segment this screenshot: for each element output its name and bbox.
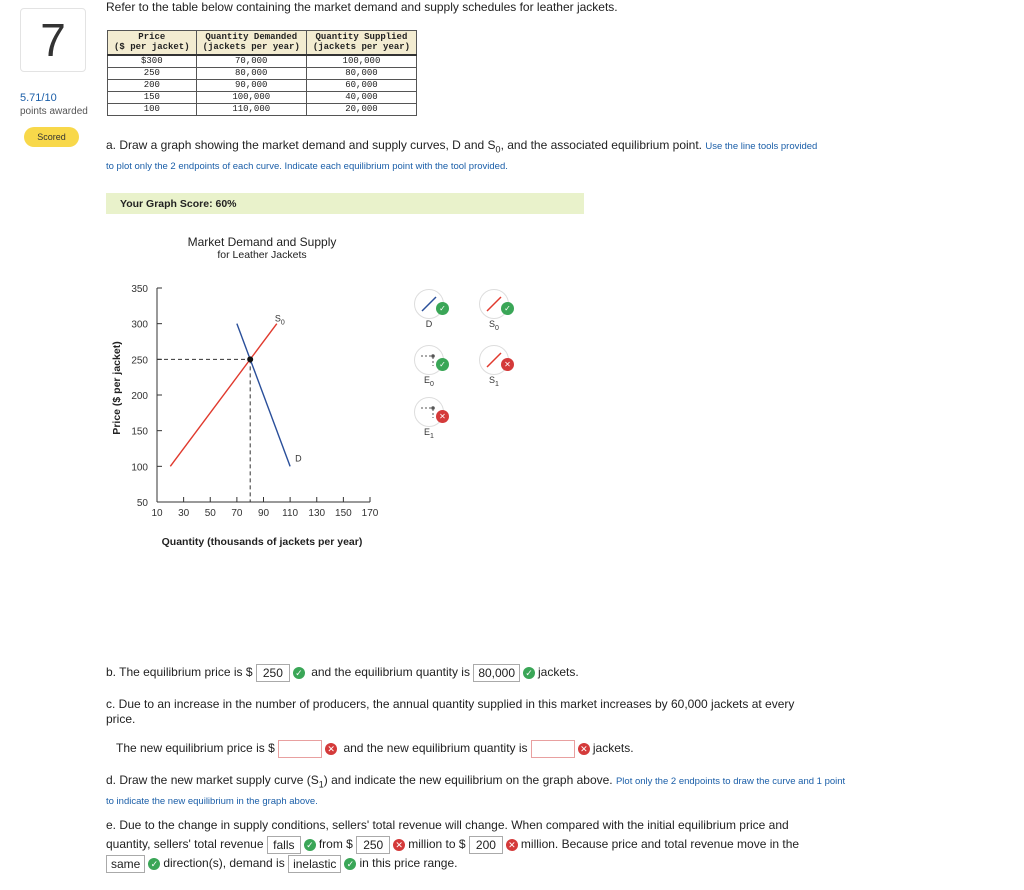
curve-label-s0-sub: 0: [280, 319, 285, 327]
check-icon: ✓: [436, 358, 449, 371]
direction-field[interactable]: same: [106, 855, 145, 873]
check-icon: ✓: [304, 839, 316, 851]
supply-demand-chart[interactable]: [100, 228, 400, 558]
x-icon: ✕: [506, 839, 518, 851]
check-icon: ✓: [523, 667, 535, 679]
x-icon: ✕: [436, 410, 449, 423]
table-row: 150 100,000 40,000: [108, 92, 417, 104]
elasticity-field[interactable]: inelastic: [288, 855, 341, 873]
revenue-direction-field[interactable]: falls: [267, 836, 301, 854]
revenue-to-field[interactable]: 200: [469, 836, 503, 854]
check-icon: ✓: [293, 667, 305, 679]
x-tick-label: 110: [282, 508, 299, 519]
y-tick-label: 50: [136, 498, 148, 509]
check-icon: ✓: [436, 302, 449, 315]
x-tick-label: 30: [178, 508, 190, 519]
x-tick-label: 70: [231, 508, 243, 519]
part-d-instruction: Plot only the 2 endpoints to draw the curve and 1 point to indicate the new equilibrium in the graph above.: [106, 776, 846, 808]
y-tick-label: 350: [131, 284, 148, 295]
curve-d: [237, 324, 290, 467]
part-e: e. Due to the change in supply conditions, sellers' total revenue will change. When compared with the initial equilibrium price and quantity, sellers' total revenue falls ✓ from $ 250 ✕ million to $ 200 ✕ million. Because price and total revenue move in the same ✓ direction(s), demand is inelastic ✓ in this price range.: [106, 818, 800, 871]
equilibrium-quantity-field[interactable]: 80,000: [473, 664, 520, 682]
tool-label: $E_1$: [424, 427, 434, 440]
part-a-instruction: Use the line tools provided to plot only the 2 endpoints of each curve. Indicate each equilibrium point with the tool provided.: [106, 141, 818, 173]
part-a-text: a. Draw a graph showing the market demand and supply curves, D and $S_0$, and the associated equilibrium point. Use the line tools provided to plot only the 2 endpoints of each curve. Indicate each equilibrium point with the tool provided.: [106, 138, 818, 173]
x-icon: ✕: [393, 839, 405, 851]
curve-s0: [170, 324, 277, 467]
y-tick-label: 250: [131, 355, 148, 367]
x-icon: ✕: [578, 743, 590, 755]
x-tick-label: 170: [361, 508, 379, 519]
check-icon: ✓: [501, 302, 514, 315]
part-c-answers: The new equilibrium price is $ ✕ and the new equilibrium quantity is ✕ jackets.: [116, 740, 634, 758]
tool-label: $S_0$: [489, 319, 499, 332]
equilibrium-point: [247, 356, 253, 362]
question-number: 7: [20, 8, 86, 72]
new-price-field[interactable]: [278, 740, 322, 758]
check-icon: ✓: [344, 858, 356, 870]
table-row: $300 70,000 100,000: [108, 55, 417, 68]
x-icon: ✕: [325, 743, 337, 755]
tool-label: D: [425, 319, 433, 329]
intro-text: Refer to the table below containing the market demand and supply schedules for leather jackets.: [106, 0, 618, 14]
x-tick-label: 130: [308, 508, 326, 519]
x-axis-label: Quantity (thousands of jackets per year): [161, 536, 363, 548]
check-icon: ✓: [148, 858, 160, 870]
new-quantity-field[interactable]: [531, 740, 575, 758]
y-tick-label: 200: [131, 391, 148, 402]
part-c-text: c. Due to an increase in the number of producers, the annual quantity supplied in this market increases by 60,000 jackets at every price.: [106, 697, 795, 726]
graph-score: Your Graph Score: 60%: [106, 193, 584, 214]
points-value: 5.71/10: [20, 92, 57, 104]
header-qs: Quantity Supplied (jackets per year): [306, 31, 416, 56]
y-axis-label: Price ($ per jacket): [111, 341, 123, 435]
chart-title: Market Demand and Supply: [187, 235, 337, 249]
x-tick-label: 90: [257, 508, 270, 519]
y-tick-label: 300: [131, 319, 148, 331]
curve-label-s0: S: [274, 313, 281, 324]
part-b: b. The equilibrium price is $ 250 ✓ and the equilibrium quantity is 80,000 ✓ jackets.: [106, 665, 579, 680]
header-qd: Quantity Demanded (jackets per year): [196, 31, 306, 56]
curve-label-d: D: [295, 453, 302, 464]
revenue-from-field[interactable]: 250: [356, 836, 390, 854]
x-tick-label: 10: [151, 508, 163, 519]
points-label: points awarded: [20, 106, 88, 117]
chart-subtitle: for Leather Jackets: [217, 249, 307, 261]
equilibrium-price-field[interactable]: 250: [256, 664, 290, 682]
header-price: Price ($ per jacket): [108, 31, 197, 56]
schedule-table: [107, 30, 417, 116]
tool-label: $E_0$: [424, 375, 434, 388]
x-tick-label: 150: [335, 508, 352, 519]
status-badge: Scored: [24, 127, 79, 147]
x-tick-label: 50: [204, 508, 216, 519]
x-icon: ✕: [501, 358, 514, 371]
y-tick-label: 100: [131, 462, 148, 474]
tool-label: $S_1$: [489, 375, 499, 388]
table-row: 100 110,000 20,000: [108, 104, 417, 116]
y-tick-label: 150: [131, 426, 148, 438]
table-row: 200 90,000 60,000: [108, 80, 417, 92]
table-row: 250 80,000 80,000: [108, 68, 417, 80]
part-d-text: d. Draw the new market supply curve $(S_1)$ and indicate the new equilibrium on the graph above. Plot only the 2 endpoints to draw the curve and 1 point to indicate the new equilibrium in the graph above.: [106, 773, 846, 808]
